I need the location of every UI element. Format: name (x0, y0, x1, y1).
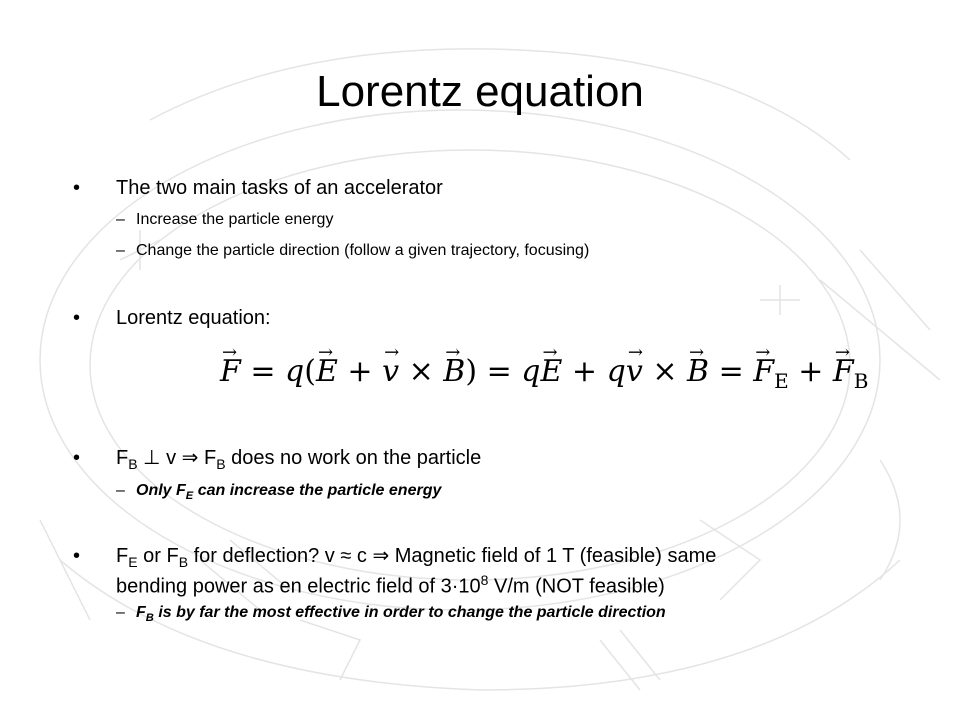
symbol-F: F (116, 545, 129, 567)
not-feasible-text: V/m (NOT feasible) (488, 575, 665, 598)
eq-sign: = (477, 354, 522, 389)
subscript-B: B (178, 554, 189, 570)
bullet-deflection-line2 (116, 568, 665, 599)
dash-marker: – (116, 482, 125, 499)
vector-F-E: → F (753, 354, 774, 390)
dash-marker: – (116, 211, 125, 228)
dash-marker: – (116, 604, 125, 621)
no-work-text: does no work on the particle (225, 447, 482, 469)
bullet-marker: • (73, 307, 81, 329)
cross-sign: × (642, 354, 687, 389)
paren-right: ) (465, 354, 478, 389)
vector-E: → E (316, 354, 338, 390)
sub-bullet-only-fe-text (136, 481, 441, 506)
cross-sign: × (399, 354, 444, 389)
symbol-F: F (166, 545, 179, 567)
increase-energy-text: can increase the particle energy (193, 482, 442, 499)
or-text: or (137, 545, 167, 567)
exponent-8: 8 (480, 572, 489, 588)
symbol-F: F (203, 447, 217, 469)
vector-E: → E (540, 354, 562, 390)
equation-line (220, 354, 868, 399)
sub-bullet-fb-effective-text (136, 603, 666, 628)
charge-q: q (606, 354, 626, 389)
sub-bullet-energy-text: Increase the particle energy (136, 211, 334, 228)
plus-sign: + (562, 354, 607, 389)
sub-bullet-direction-text: Change the particle direction (follow a given trajectory, focusing) (136, 242, 590, 259)
subscript-E: E (774, 369, 789, 393)
plus-sign: + (337, 354, 383, 389)
bullet-no-work-text (116, 446, 481, 476)
subscript-E: E (128, 554, 138, 570)
eq-sign: = (709, 354, 754, 389)
magnetic-field-text: c ⇒ Magnetic field of 1 T (feasible) same (351, 545, 717, 567)
vector-F: → F (220, 354, 241, 390)
charge-q: q (285, 354, 305, 389)
vector-B: → B (443, 354, 465, 390)
bullet-tasks-text: The two main tasks of an accelerator (116, 177, 443, 199)
plus-sign: + (788, 354, 833, 389)
perp-v: ⊥ v (137, 447, 182, 469)
subscript-B: B (145, 612, 154, 625)
symbol-F: F (116, 447, 129, 469)
subscript-B: B (216, 456, 226, 472)
slide-title: Lorentz equation (316, 67, 644, 116)
bullet-marker: • (73, 177, 81, 199)
vector-v: → v (382, 354, 399, 390)
dash-marker: – (116, 242, 125, 259)
bending-power-text: bending power as en electric field of 3·10 (116, 575, 481, 598)
subscript-B: B (853, 369, 869, 393)
most-effective-text: is by far the most effective in order to change the particle direction (153, 604, 666, 621)
vector-B: → B (687, 354, 709, 390)
vector-F-B: → F (833, 354, 854, 390)
charge-q: q (521, 354, 541, 389)
only-f-text: Only F (136, 482, 186, 499)
subscript-E: E (185, 490, 194, 503)
bullet-marker: • (73, 545, 81, 567)
lorentz-equation (220, 346, 869, 396)
implies-sign: ⇒ (181, 447, 204, 469)
symbol-F: F (136, 604, 146, 621)
paren-left: ( (304, 354, 316, 389)
vector-v: → v (626, 354, 643, 390)
subscript-B: B (128, 456, 138, 472)
approx-sign: ≈ (340, 545, 352, 567)
deflection-question: for deflection? v (188, 545, 341, 567)
eq-sign: = (240, 354, 286, 389)
bullet-lorentz-text: Lorentz equation: (116, 307, 271, 329)
bullet-marker: • (73, 447, 81, 469)
